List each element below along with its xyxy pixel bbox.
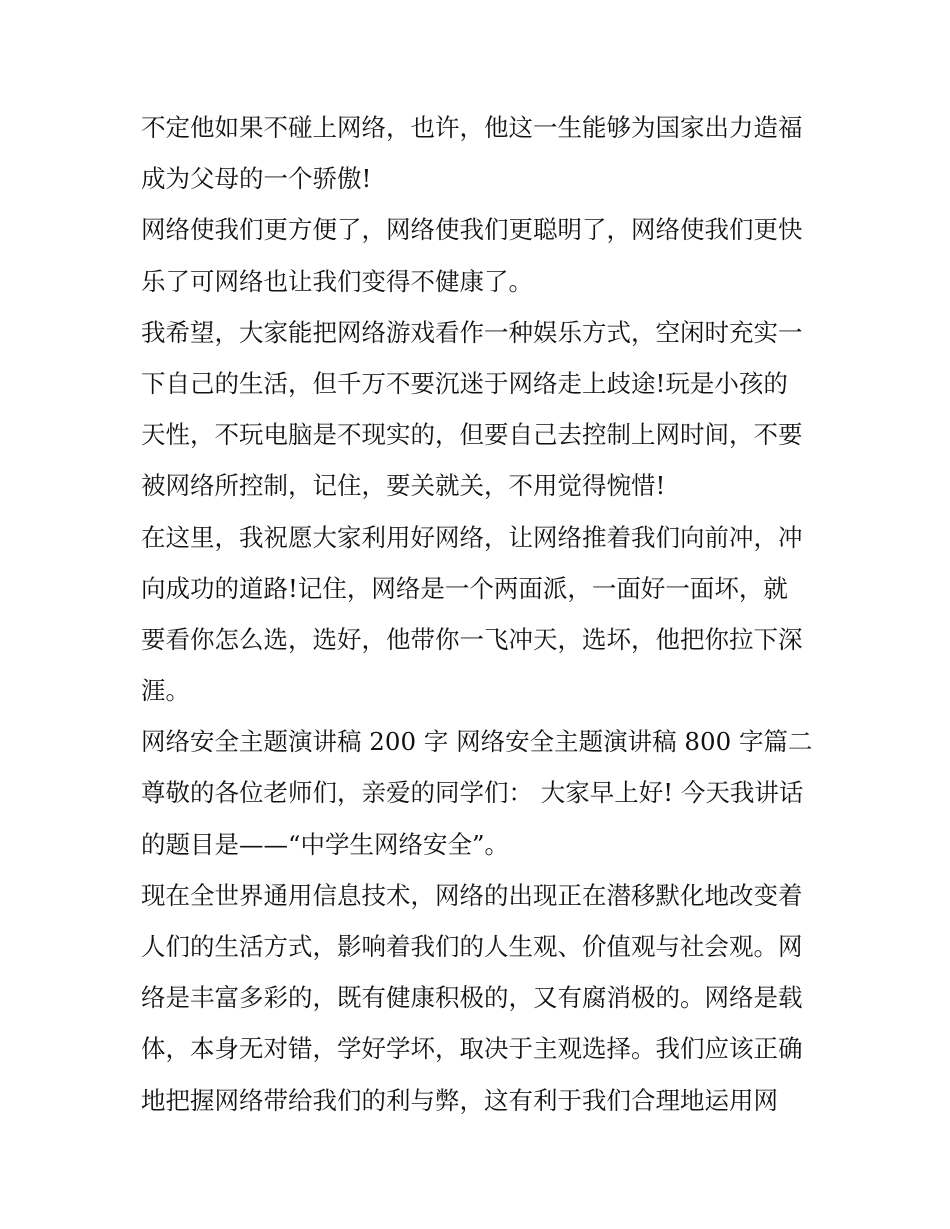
text-line: 人们的生活方式，影响着我们的人生观、价值观与社会观。网: [141, 932, 803, 961]
text-line: 成为父母的一个骄傲!: [141, 164, 372, 194]
text-line: 天性，不玩电脑是不现实的，但要自己去控制上网时间，不要: [141, 420, 803, 450]
text-line: 向成功的道路!记住，网络是一个两面派，一面好一面坏，就: [141, 573, 788, 603]
text-line: 体，本身无对错，学好学坏，取决于主观选择。我们应该正确: [141, 1034, 803, 1064]
text-line: 我希望，大家能把网络游戏看作一种娱乐方式，空闲时充实一: [141, 317, 803, 347]
text-line: 要看你怎么选，选好，他带你一飞冲天，选坏，他把你拉下深: [141, 624, 803, 654]
text-line: 不定他如果不碰上网络，也许，他这一生能够为国家出力造福: [141, 113, 803, 142]
text-line: 的题目是——“中学生网络安全”。: [141, 829, 510, 859]
text-line: 被网络所控制，记住，要关就关，不用觉得惋惜!: [141, 471, 666, 501]
text-line: 网络使我们更方便了，网络使我们更聪明了，网络使我们更快: [141, 215, 803, 245]
document-body: [141, 102, 816, 1126]
text-line: 络是丰富多彩的，既有健康积极的，又有腐消极的。网络是载: [141, 983, 803, 1013]
text-line: 下自己的生活，但千万不要沉迷于网络走上歧途!玩是小孩的: [141, 368, 788, 398]
text-line: 乐了可网络也让我们变得不健康了。: [141, 266, 533, 296]
text-line: 地把握网络带给我们的利与弊，这有利于我们合理地运用网: [141, 1085, 778, 1115]
text-line: 尊敬的各位老师们，亲爱的同学们： 大家早上好! 今天我讲话: [141, 778, 804, 808]
text-line: 在这里，我祝愿大家利用好网络，让网络推着我们向前冲，冲: [141, 522, 803, 552]
text-line: 涯。: [141, 676, 190, 706]
text-line: 网络安全主题演讲稿 200 字 网络安全主题演讲稿 800 字篇二: [141, 727, 813, 757]
text-line: 现在全世界通用信息技术，网络的出现正在潜移默化地改变着: [141, 880, 803, 910]
